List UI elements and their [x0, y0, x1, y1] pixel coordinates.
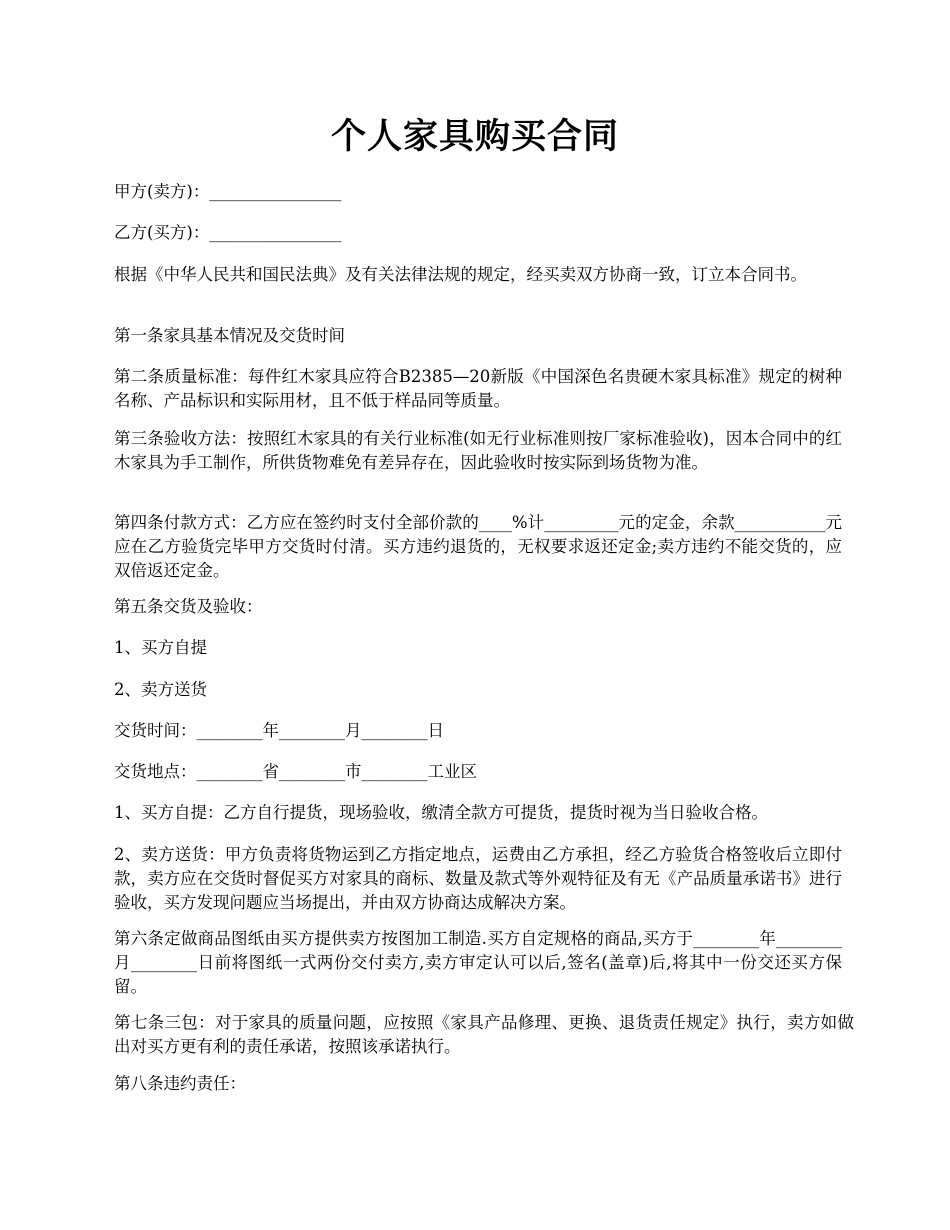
- article-5-heading: 第五条交货及验收：: [114, 597, 263, 616]
- party-a-line: 甲方(卖方)：________________: [114, 182, 342, 201]
- article-4-paragraph: 第四条付款方式：乙方应在签约时支付全部价款的____%计_________元的定金，余款___________元应在乙方验货完毕甲方交货时付清。买方违约退货的，无权要求返还定金;卖方违约不能交货的，应双倍返还定金。: [114, 513, 842, 580]
- party-b-line: 乙方(买方)：________________: [114, 223, 342, 242]
- document-title: 个人家具购买合同: [330, 116, 619, 157]
- article-1-heading: 第一条家具基本情况及交货时间: [114, 326, 345, 345]
- delivery-place-line: 交货地点：________省________市________工业区: [114, 762, 477, 781]
- delivery-time-line: 交货时间：________年________月________日: [114, 721, 444, 740]
- article-7-paragraph: 第七条三包：对于家具的质量问题，应按照《家具产品修理、更换、退货责任规定》执行，卖方如做出对买方更有利的责任承诺，按照该承诺执行。: [114, 1013, 854, 1056]
- delivery-option-1: 1、买方自提: [114, 638, 207, 657]
- article-6-paragraph: 第六条定做商品图纸由买方提供卖方按图加工制造.买方自定规格的商品,买方于________年________月________日前将图纸一式两份交付卖方,卖方审定认可以后,签名(盖章)后,将其中一份交还买方保留。: [114, 929, 842, 996]
- article-3-paragraph: 第三条验收方法：按照红木家具的有关行业标准(如无行业标准则按厂家标准验收)，因本合同中的红木家具为手工制作，所供货物难免有差异存在，因此验收时按实际到场货物为准。: [114, 429, 842, 472]
- article-2-paragraph: 第二条质量标准：每件红木家具应符合B2385—20新版《中国深色名贵硬木家具标准》规定的树种名称、产品标识和实际用材，且不低于样品同等质量。: [114, 367, 842, 410]
- seller-delivery-paragraph: 2、卖方送货：甲方负责将货物运到乙方指定地点，运费由乙方承担，经乙方验货合格签收后立即付款，卖方应在交货时督促买方对家具的商标、数量及款式等外观特征及有无《产品质量承诺书》进行验收，买方发现问题应当场提出，并由双方协商达成解决方案。: [114, 845, 842, 912]
- delivery-option-2: 2、卖方送货: [114, 680, 207, 699]
- preamble-paragraph: 根据《中华人民共和国民法典》及有关法律法规的规定，经买卖双方协商一致，订立本合同书。: [114, 265, 807, 284]
- article-8-heading: 第八条违约责任：: [114, 1074, 246, 1093]
- self-pickup-paragraph: 1、买方自提：乙方自行提货，现场验收，缴清全款方可提货，提货时视为当日验收合格。: [114, 803, 768, 822]
